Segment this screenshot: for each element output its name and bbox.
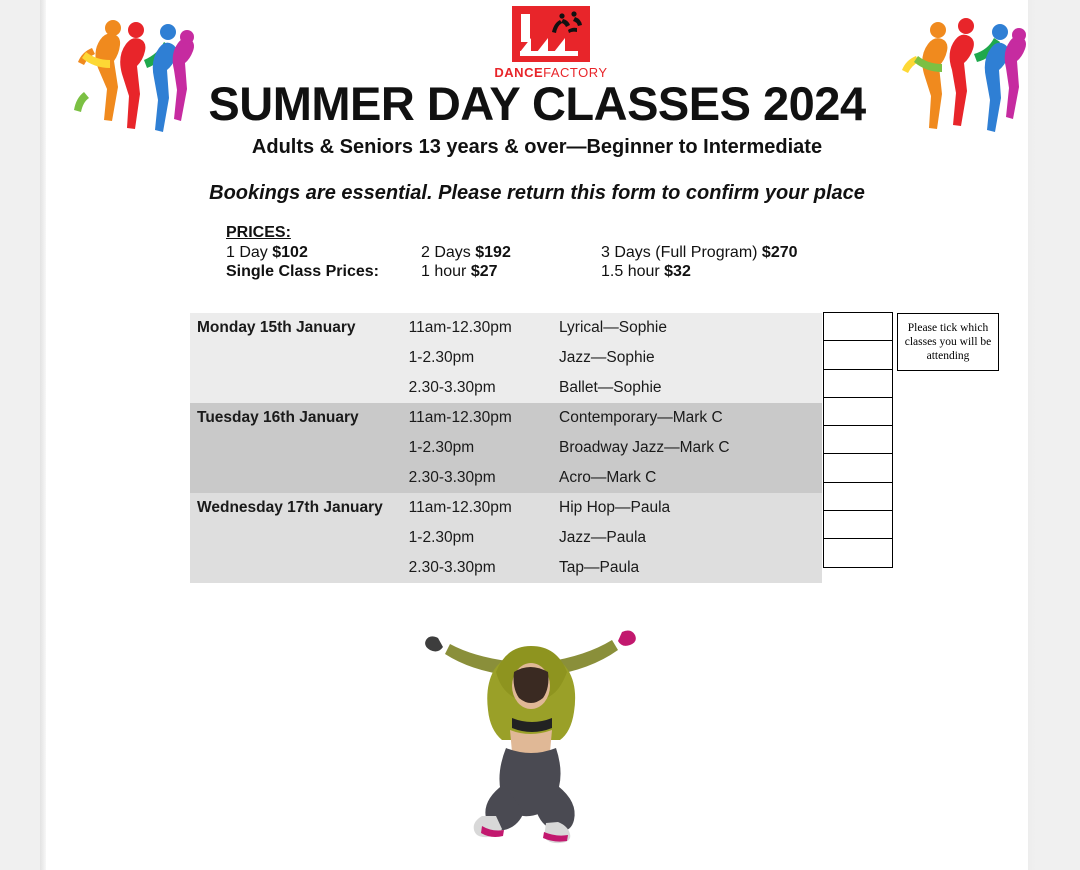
brand-logo <box>486 6 616 80</box>
tickbox-checkbox[interactable] <box>823 510 893 539</box>
price-cell <box>601 244 861 262</box>
schedule-time: 2.30-3.30pm <box>409 553 559 583</box>
tickbox-instruction-note: Please tick which classes you will be attending <box>897 313 999 371</box>
table-row <box>190 373 822 403</box>
logo-dancers-icon <box>546 10 586 42</box>
schedule-time: 11am-12.30pm <box>409 403 559 433</box>
schedule-class: Jazz—Paula <box>559 523 822 553</box>
schedule-day <box>190 523 409 553</box>
tickbox-checkbox[interactable] <box>823 425 893 454</box>
schedule-class: Jazz—Sophie <box>559 343 822 373</box>
price-cell <box>421 263 601 281</box>
dancer-photo <box>386 600 676 850</box>
table-row <box>190 553 822 583</box>
price-cell <box>601 263 861 281</box>
price-value: $270 <box>761 244 798 261</box>
schedule-time: 1-2.30pm <box>409 433 559 463</box>
price-value: $192 <box>475 244 511 261</box>
tickbox-checkbox[interactable] <box>823 397 893 426</box>
schedule-time: 11am-12.30pm <box>409 313 559 343</box>
schedule-time: 1-2.30pm <box>409 523 559 553</box>
price-value: $32 <box>664 263 691 280</box>
schedule-day <box>190 553 409 583</box>
price-label: 1 hour <box>421 263 471 280</box>
document-page <box>46 0 1028 870</box>
prices-heading: PRICES: <box>226 224 291 241</box>
tickbox-checkbox[interactable] <box>823 453 893 482</box>
price-row <box>226 244 861 262</box>
tickbox-checkbox[interactable] <box>823 482 893 511</box>
price-value: $27 <box>470 263 498 280</box>
schedule-class: Contemporary—Mark C <box>559 403 822 433</box>
price-label: 1.5 hour <box>601 263 665 280</box>
schedule-day <box>190 463 409 493</box>
tickbox-checkbox[interactable] <box>823 312 893 341</box>
brand-word-dance: DANCE <box>494 65 544 80</box>
schedule-time: 11am-12.30pm <box>409 493 559 523</box>
table-row <box>190 313 822 343</box>
price-value: $102 <box>272 244 308 261</box>
tickbox-column <box>823 313 893 568</box>
schedule-class: Broadway Jazz—Mark C <box>559 433 822 463</box>
table-row <box>190 523 822 553</box>
price-row <box>226 263 861 281</box>
schedule-day: Monday 15th January <box>190 313 409 343</box>
table-row <box>190 343 822 373</box>
class-schedule-table <box>190 313 822 583</box>
page-subtitle: Adults & Seniors 13 years & over—Beginner to Intermediate <box>251 136 823 158</box>
page-title: SUMMER DAY CLASSES 2024 <box>208 77 866 130</box>
price-cell <box>421 244 601 262</box>
table-row <box>190 463 822 493</box>
tickbox-checkbox[interactable] <box>823 340 893 369</box>
schedule-time: 2.30-3.30pm <box>409 373 559 403</box>
price-cell <box>226 244 421 262</box>
price-label: Single Class Prices: <box>226 263 379 280</box>
dancefactory-logo-mark-icon <box>512 6 590 62</box>
table-row <box>190 433 822 463</box>
schedule-time: 1-2.30pm <box>409 343 559 373</box>
price-label: 2 Days <box>421 244 476 261</box>
tickbox-checkbox[interactable] <box>823 538 893 567</box>
tickbox-checkbox[interactable] <box>823 369 893 398</box>
schedule-body <box>190 313 822 583</box>
schedule-time: 2.30-3.30pm <box>409 463 559 493</box>
schedule-day: Tuesday 16th January <box>190 403 409 433</box>
schedule-class: Acro—Mark C <box>559 463 822 493</box>
bookings-note: Bookings are essential. Please return this form to confirm your place <box>209 182 865 204</box>
schedule-day: Wednesday 17th January <box>190 493 409 523</box>
price-cell <box>226 263 421 281</box>
schedule-class: Hip Hop—Paula <box>559 493 822 523</box>
price-label: 1 Day <box>226 244 273 261</box>
schedule-class: Tap—Paula <box>559 553 822 583</box>
brand-word-factory: FACTORY <box>543 65 608 80</box>
schedule-class: Ballet—Sophie <box>559 373 822 403</box>
schedule-class: Lyrical—Sophie <box>559 313 822 343</box>
price-label: 3 Days (Full Program) <box>601 244 762 261</box>
table-row <box>190 403 822 433</box>
prices-section <box>226 224 861 282</box>
schedule-day <box>190 433 409 463</box>
table-row <box>190 493 822 523</box>
schedule-day <box>190 343 409 373</box>
schedule-day <box>190 373 409 403</box>
